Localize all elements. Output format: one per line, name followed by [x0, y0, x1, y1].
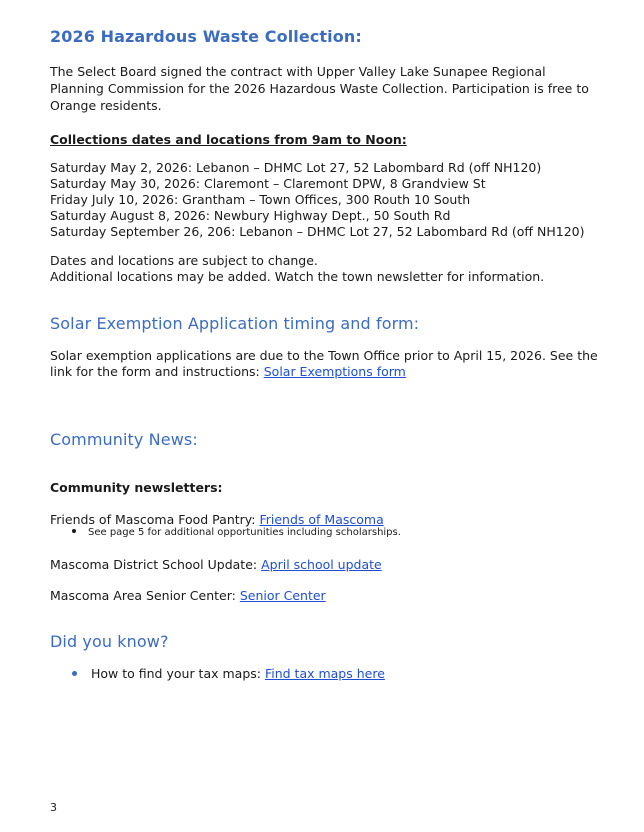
tax-maps-bullet-item	[72, 666, 385, 681]
hazardous-paragraph-line-3: Orange residents.	[50, 98, 162, 113]
solar-exemption-heading: Solar Exemption Application timing and form:	[50, 314, 420, 333]
solar-paragraph-line-2	[50, 363, 406, 380]
collection-date-item: Friday July 10, 2026: Grantham – Town Offices, 300 Routh 10 South	[50, 192, 471, 207]
senior-center-line	[50, 587, 326, 604]
tax-maps-text: How to find your tax maps:	[91, 666, 265, 681]
collection-dates-subheading: Collections dates and locations from 9am to Noon:	[50, 132, 407, 147]
friends-of-mascoma-link[interactable]: Friends of Mascoma	[259, 512, 384, 527]
hazardous-waste-heading: 2026 Hazardous Waste Collection:	[50, 27, 362, 46]
solar-paragraph-text: link for the form and instructions:	[50, 364, 264, 379]
friends-bullet-text: See page 5 for additional opportunities including scholarships.	[88, 527, 401, 538]
community-newsletters-subheading: Community newsletters:	[50, 480, 223, 495]
schedule-note-line-2: Additional locations may be added. Watch the town newsletter for information.	[50, 269, 545, 284]
senior-label: Mascoma Area Senior Center:	[50, 588, 240, 603]
collection-date-item: Saturday May 2, 2026: Lebanon – DHMC Lot 27, 52 Labombard Rd (off NH120)	[50, 160, 542, 175]
solar-exemptions-form-link[interactable]: Solar Exemptions form	[263, 364, 406, 379]
bullet-icon	[72, 671, 77, 676]
bullet-icon	[72, 529, 76, 533]
hazardous-paragraph-line-1: The Select Board signed the contract with Upper Valley Lake Sunapee Regional	[50, 64, 546, 79]
schedule-note-line-1: Dates and locations are subject to change.	[50, 253, 318, 268]
community-news-heading: Community News:	[50, 430, 198, 449]
collection-date-item: Saturday May 30, 2026: Claremont – Claremont DPW, 8 Grandview St	[50, 176, 486, 191]
friends-of-mascoma-line	[50, 511, 384, 528]
find-tax-maps-link[interactable]: Find tax maps here	[264, 666, 385, 681]
friends-bullet-item	[72, 527, 401, 538]
school-label: Mascoma District School Update:	[50, 557, 262, 572]
solar-paragraph-line-1: Solar exemption applications are due to the Town Office prior to April 15, 2026. See the	[50, 348, 598, 363]
senior-center-link[interactable]: Senior Center	[239, 588, 326, 603]
school-update-line	[50, 556, 382, 573]
did-you-know-heading: Did you know?	[50, 632, 169, 651]
collection-date-item: Saturday August 8, 2026: Newbury Highway Dept., 50 South Rd	[50, 208, 451, 223]
page-number: 3	[50, 801, 57, 814]
hazardous-paragraph-line-2: Planning Commission for the 2026 Hazardous Waste Collection. Participation is free to	[50, 81, 589, 96]
collection-date-item: Saturday September 26, 206: Lebanon – DHMC Lot 27, 52 Labombard Rd (off NH120)	[50, 224, 585, 239]
friends-label: Friends of Mascoma Food Pantry:	[50, 512, 260, 527]
april-school-update-link[interactable]: April school update	[261, 557, 382, 572]
